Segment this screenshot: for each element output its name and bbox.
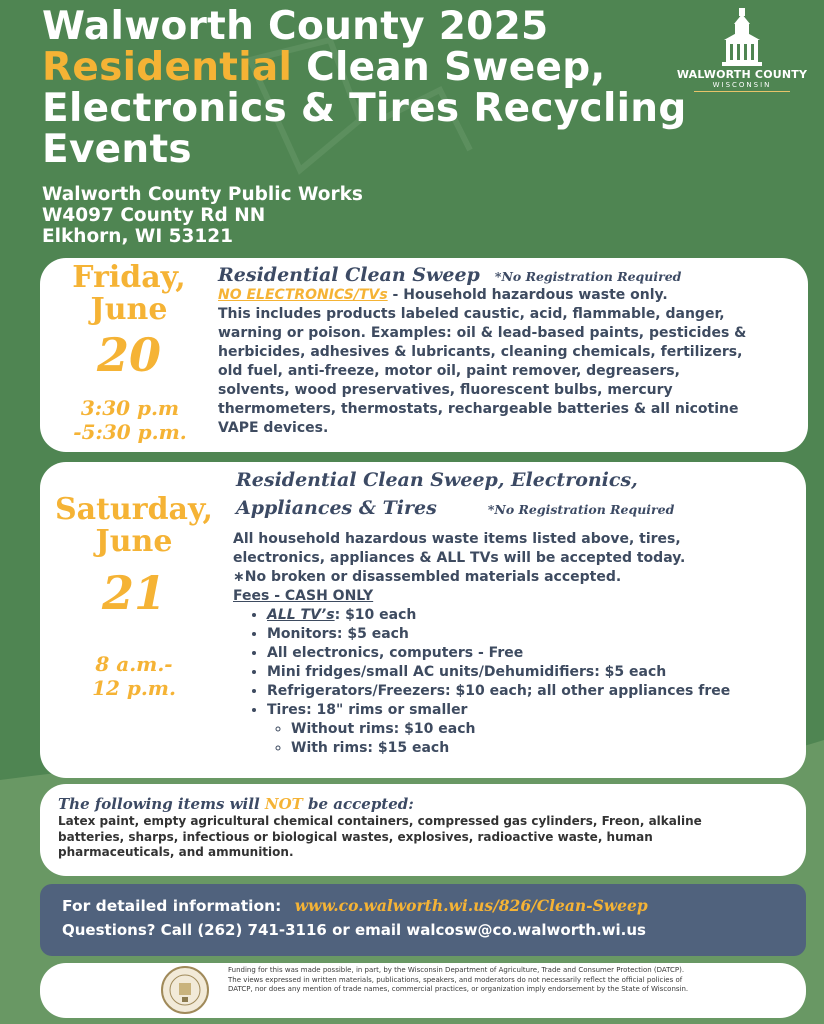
info-label: For detailed information:	[62, 897, 282, 915]
title-line-3: Electronics & Tires Recycling	[42, 86, 687, 131]
not-accepted-line: pharmaceuticals, and ammunition.	[58, 845, 294, 859]
fee-item: • Refrigerators/Freezers: $10 each; all other appliances free	[267, 682, 798, 701]
fee-item: • All electronics, computers - Free	[267, 644, 798, 663]
contact-info-content	[62, 894, 802, 942]
friday-date-number: 20	[96, 328, 161, 382]
examples-line: thermometers, thermostats, rechargeable batteries & all nicotine	[218, 401, 739, 417]
fee-item-tires	[267, 701, 798, 758]
no-electronics-warning: NO ELECTRONICS/TVs	[218, 287, 388, 303]
saturday-day-label	[46, 494, 222, 558]
courthouse-icon	[720, 8, 764, 66]
intro-line-2: electronics, appliances & ALL TVs will be accepted today.	[233, 550, 686, 566]
friday-time	[48, 396, 212, 444]
examples-line: warning or poison. Examples: oil & lead-based paints, pesticides &	[218, 325, 747, 341]
not-accepted-not: NOT	[264, 795, 303, 813]
examples-line: solvents, wood preservatives, fluorescent bulbs, mercury	[218, 382, 673, 398]
not-accepted-content	[58, 794, 798, 861]
fee-item: • Mini fridges/small AC units/Dehumidifiers: $5 each	[267, 663, 798, 682]
examples-line: herbicides, adhesives & lubricants, cleaning chemicals, fertilizers,	[218, 344, 743, 360]
title-line-1: Walworth County 2025	[42, 4, 549, 49]
funding-disclaimer: Funding for this was made possible, in part, by the Wisconsin Department of Agriculture, Trade and Consumer Protection (DATCP). The views expressed in written materials, publications, speakers, and moderators do not necessarily reflect the official policies of DATCP, nor does any mention of trade names, commercial practices, or organization imply endorsement by the State of Wisconsin.	[228, 966, 689, 994]
friday-time-start: 3:30 p.m	[80, 396, 180, 420]
restriction-rest: - Household hazardous waste only.	[387, 287, 668, 303]
not-accepted-heading-pre: The following items will	[58, 795, 265, 813]
broken-materials-note: ∗No broken or disassembled materials accepted.	[233, 569, 622, 585]
fees-heading: Fees - CASH ONLY	[233, 588, 374, 604]
logo-rule	[694, 91, 790, 92]
saturday-registration-note: *No Registration Required	[487, 502, 675, 517]
page-title	[42, 6, 702, 170]
address-line-1: Walworth County Public Works	[42, 184, 363, 205]
friday-details	[218, 264, 798, 438]
fee-item-tv	[267, 606, 798, 625]
title-highlight: Residential	[42, 45, 293, 90]
address-block	[42, 184, 363, 247]
saturday-body	[233, 530, 798, 758]
friday-time-end: -5:30 p.m.	[73, 420, 187, 444]
county-logo	[676, 68, 808, 92]
saturday-weekday: Saturday,	[55, 492, 213, 527]
fee-item: • Monitors: $5 each	[267, 625, 798, 644]
tire-sub-item: ◦ With rims: $15 each	[291, 739, 798, 758]
fee-tv-price: : $10 each	[334, 607, 417, 623]
address-line-3: Elkhorn, WI 53121	[42, 226, 234, 247]
tires-label: Tires: 18" rims or smaller	[267, 702, 468, 718]
intro-line-1: All household hazardous waste items listed above, tires,	[233, 531, 681, 547]
fees-list	[233, 606, 798, 758]
title-line-4: Events	[42, 127, 192, 172]
info-website-link[interactable]: www.co.walworth.wi.us/826/Clean-Sweep	[294, 896, 648, 915]
logo-state: WISCONSIN	[712, 81, 772, 89]
not-accepted-line: Latex paint, empty agricultural chemical containers, compressed gas cylinders, Freon, alkaline	[58, 814, 702, 828]
title-line-2	[42, 47, 702, 88]
friday-registration-note: *No Registration Required	[494, 269, 682, 284]
friday-day-label	[54, 262, 204, 326]
examples-line: old fuel, anti-freeze, motor oil, paint remover, degreasers,	[218, 363, 680, 379]
friday-month: June	[90, 292, 168, 327]
examples-line: This includes products labeled caustic, acid, flammable, danger,	[218, 306, 725, 322]
fee-tv-label: ALL TV’s	[267, 607, 335, 623]
hazardous-examples	[218, 305, 798, 438]
not-accepted-heading	[58, 794, 798, 814]
saturday-heading-line-2: Appliances & Tires	[236, 497, 437, 519]
saturday-month: June	[95, 524, 173, 559]
not-accepted-heading-post: be accepted:	[302, 795, 414, 813]
saturday-time-start: 8 a.m.-	[95, 652, 173, 676]
saturday-date-number: 21	[101, 566, 166, 620]
not-accepted-line: batteries, sharps, infectious or biological wastes, explosives, radioactive waste, human	[58, 829, 653, 844]
wisconsin-state-seal-icon	[160, 965, 210, 1015]
friday-heading: Residential Clean Sweep	[218, 264, 480, 286]
examples-line: VAPE devices.	[218, 420, 329, 436]
saturday-time-end: 12 p.m.	[92, 676, 176, 700]
friday-weekday: Friday,	[72, 260, 186, 295]
questions-line: Questions? Call (262) 741-3116 or email walcosw@co.walworth.wi.us	[62, 921, 646, 939]
saturday-time	[46, 652, 222, 700]
saturday-heading-line-1: Residential Clean Sweep, Electronics,	[236, 469, 638, 491]
logo-name: WALWORTH COUNTY	[676, 68, 808, 81]
tire-sub-item: ◦ Without rims: $10 each	[291, 720, 798, 739]
address-line-2: W4097 County Rd NN	[42, 205, 266, 226]
not-accepted-list	[58, 814, 798, 861]
title-line-2-rest: Clean Sweep,	[292, 45, 606, 90]
saturday-details	[236, 466, 796, 524]
tire-sub-list	[267, 720, 798, 758]
